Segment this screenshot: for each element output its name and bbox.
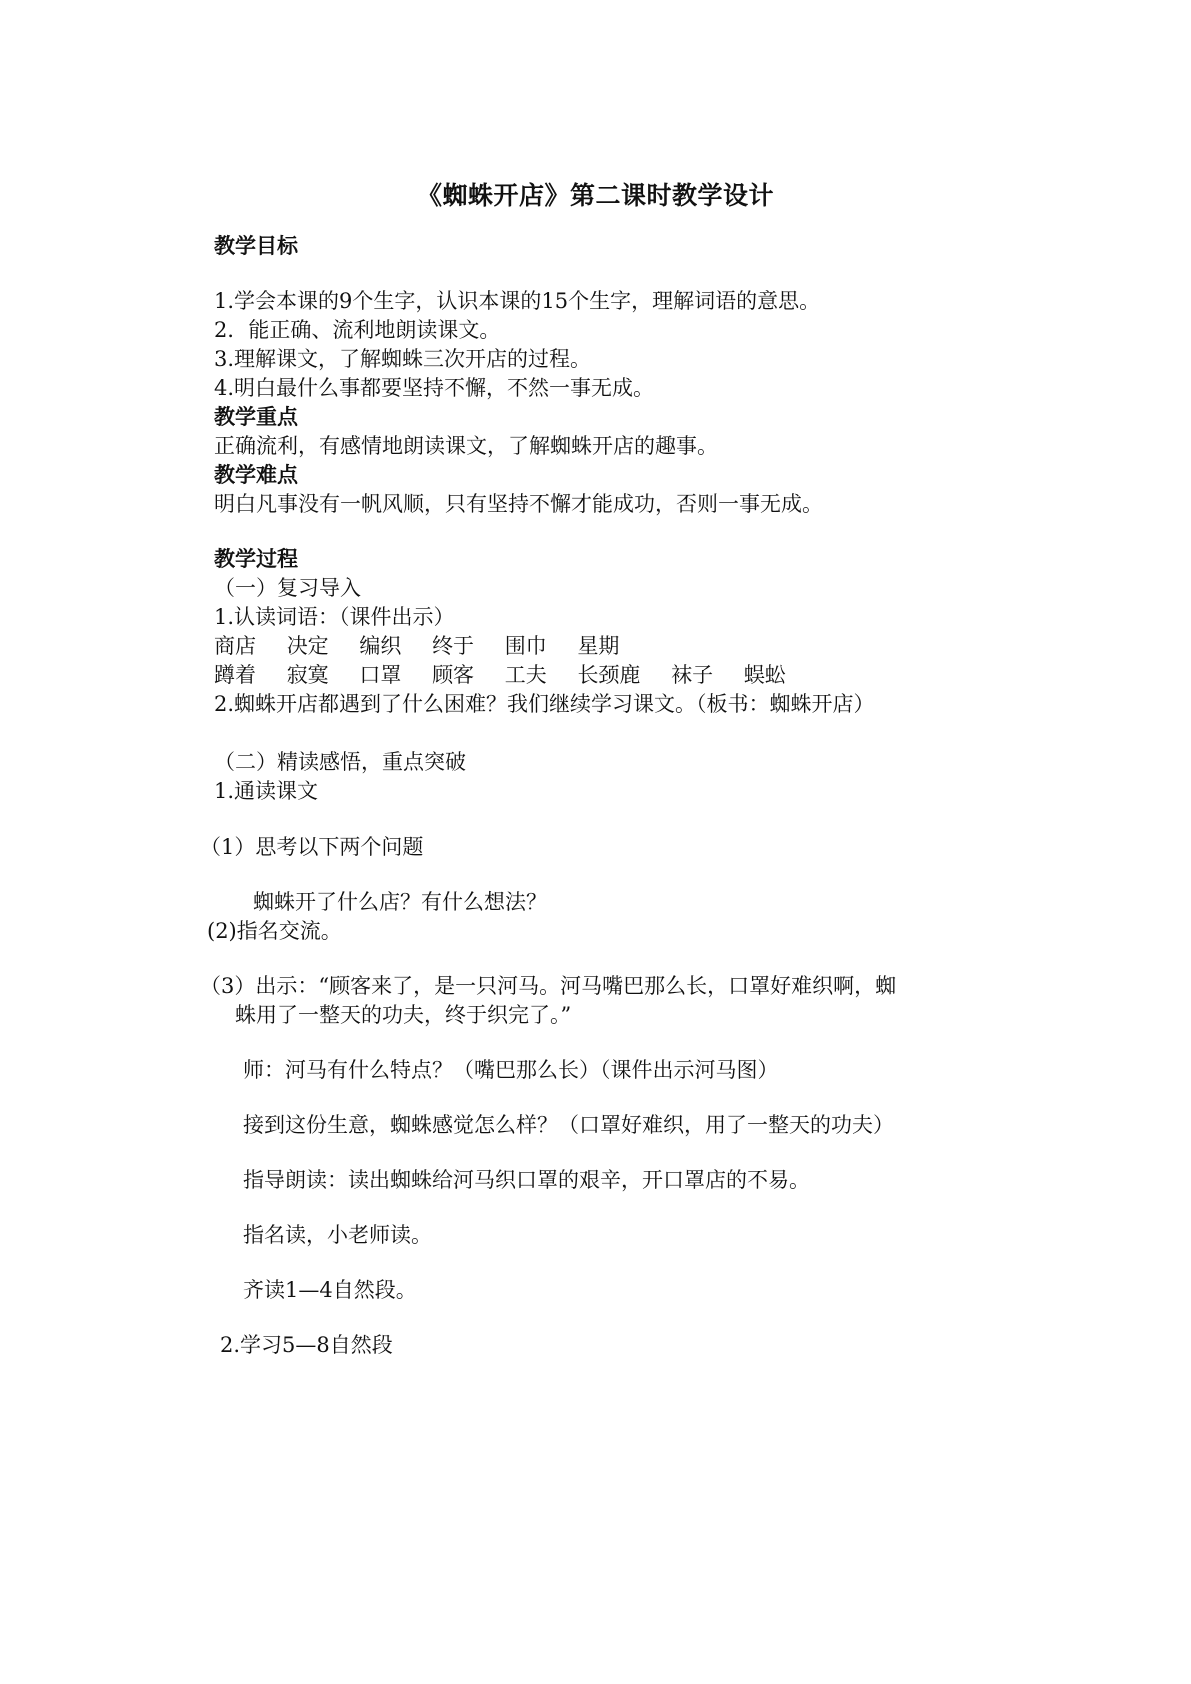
group-reading: 齐读1—4自然段。	[243, 1278, 417, 1302]
goal-item-1: 1.学会本课的9个生字，认识本课的15个生字，理解词语的意思。	[214, 289, 821, 313]
word: 寂寞	[286, 663, 329, 687]
word: 蹲着	[214, 663, 256, 687]
reading-guidance: 指导朗读：读出蜘蛛给河马织口罩的艰辛，开口罩店的不易。	[243, 1168, 810, 1192]
section2-item2: 2.学习5—8自然段	[220, 1333, 393, 1357]
section2-item1: 1.通读课文	[214, 779, 319, 803]
key-point-heading: 教学重点	[214, 404, 298, 429]
word: 决定	[286, 634, 329, 658]
section2-title: （二）精读感悟，重点突破	[214, 750, 466, 774]
question-3-line-2: 蛛用了一整天的功夫，终于织完了。”	[235, 1003, 572, 1027]
section1-title: （一）复习导入	[214, 576, 361, 600]
reading-assignment: 指名读，小老师读。	[243, 1223, 432, 1247]
word: 工夫	[504, 663, 547, 687]
word: 编织	[359, 634, 402, 658]
word: 顾客	[432, 663, 475, 687]
document-title: 《蜘蛛开店》第二课时教学设计	[416, 181, 774, 210]
word: 蜈蚣	[743, 663, 786, 687]
question-2: (2)指名交流。	[207, 919, 342, 943]
word: 长颈鹿	[577, 663, 641, 687]
word: 商店	[214, 634, 256, 658]
question-1: （1）思考以下两个问题	[200, 835, 424, 859]
difficulty-heading: 教学难点	[214, 462, 298, 487]
word: 星期	[577, 634, 620, 658]
teacher-question-1: 师：河马有什么特点？（嘴巴那么长）（课件出示河马图）	[243, 1058, 779, 1082]
question-1-detail: 蜘蛛开了什么店？有什么想法？	[253, 890, 547, 914]
word: 围巾	[504, 634, 547, 658]
goal-item-4: 4.明白最什么事都要坚持不懈，不然一事无成。	[214, 376, 655, 400]
goals-heading: 教学目标	[214, 233, 298, 258]
word: 口罩	[359, 663, 402, 687]
process-heading: 教学过程	[214, 546, 298, 571]
difficulty-text: 明白凡事没有一帆风顺，只有坚持不懈才能成功，否则一事无成。	[214, 492, 823, 516]
goal-item-3: 3.理解课文，了解蜘蛛三次开店的过程。	[214, 347, 592, 371]
word: 终于	[432, 634, 475, 658]
word-row-1	[214, 633, 643, 659]
section1-item1: 1.认读词语：（课件出示）	[214, 605, 455, 629]
teacher-question-2: 接到这份生意，蜘蛛感觉怎么样？（口罩好难织，用了一整天的功夫）	[243, 1113, 894, 1137]
goal-item-2: 2．能正确、流利地朗读课文。	[214, 318, 501, 342]
section1-item2: 2.蜘蛛开店都遇到了什么困难？我们继续学习课文。（板书：蜘蛛开店）	[214, 692, 875, 716]
word-row-2	[214, 662, 810, 688]
word: 袜子	[671, 663, 714, 687]
key-point-text: 正确流利，有感情地朗读课文，了解蜘蛛开店的趣事。	[214, 434, 718, 458]
question-3-line-1: （3）出示：“顾客来了，是一只河马。河马嘴巴那么长，口罩好难织啊，蜘	[200, 974, 897, 998]
